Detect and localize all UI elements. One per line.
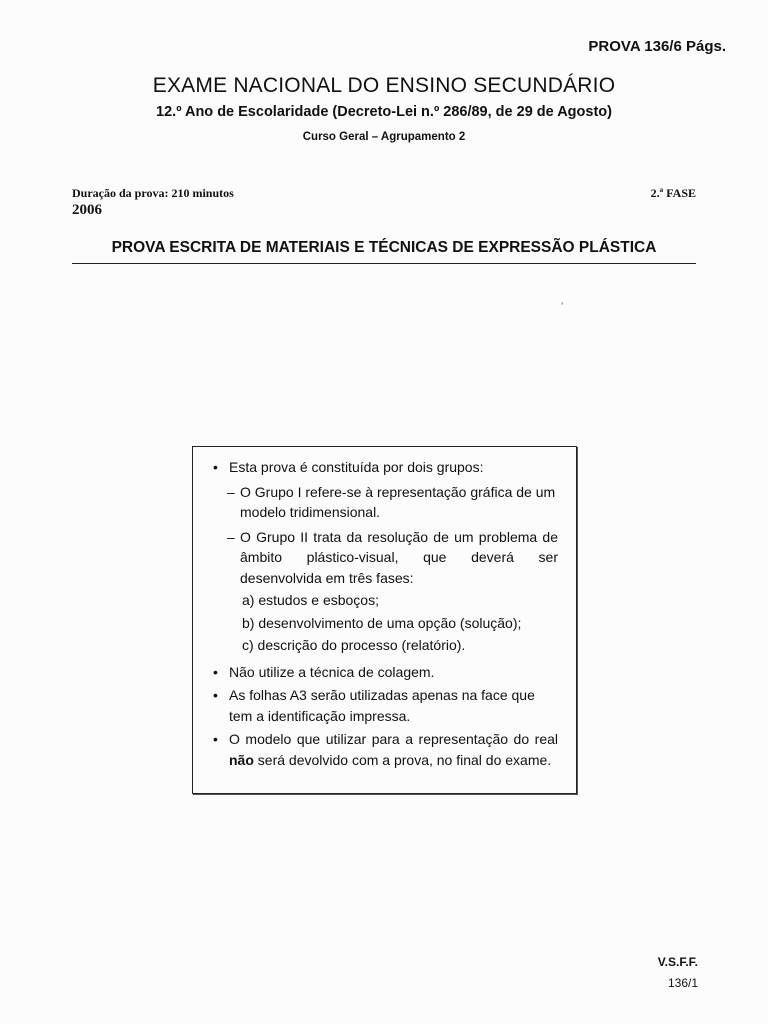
page-number: 136/1 [667,976,698,990]
phase-a: a) estudos e esboços; [242,592,379,608]
group-2-item [227,527,558,589]
exam-subject: PROVA ESCRITA DE MATERIAIS E TÉCNICAS DE EXPRESSÃO PLÁSTICA [111,239,657,256]
exam-title: EXAME NACIONAL DO ENSINO SECUNDÁRIO [152,74,616,97]
bullet-icon: • [213,459,218,475]
phase-c: c) descrição do processo (relatório). [242,637,466,653]
bullet-icon: • [213,663,218,680]
model-text-pre: O modelo que utilizar para a representação do real [229,731,558,747]
dash-icon: – [227,483,235,500]
model-text-bold: não [229,751,254,768]
group-1-item [227,482,558,523]
instruction-groups [213,457,558,478]
title-divider [72,263,696,264]
instruction-no-collage [213,662,558,683]
exam-year: 2006 [72,202,102,218]
no-collage-text: Não utilize a técnica de colagem. [229,663,435,680]
exam-duration: Duração da prova: 210 minutos [72,186,234,200]
bullet-icon: • [213,731,218,747]
a3-sheets-text: As folhas A3 serão utilizadas apenas na face que tem a identificação impressa. [229,687,535,724]
group-1-text: O Grupo I refere-se à representação gráfica de um modelo tridimensional. [240,483,556,520]
exam-subtitle: 12.º Ano de Escolaridade (Decreto-Lei n.º 286/89, de 29 de Agosto) [156,104,612,120]
exam-course: Curso Geral – Agrupamento 2 [302,131,466,143]
instruction-model [213,729,558,770]
prova-reference: PROVA 136/6 Págs. [588,38,726,55]
scan-artifact-mark: ʼ [561,302,564,313]
exam-phase: 2.ª FASE [650,186,696,200]
model-text-post: será devolvido com a prova, no final do exame. [253,751,552,768]
group-2-text: O Grupo II trata da resolução de um problema de âmbito plástico-visual, que deverá ser desenvolvida em três fases: [240,528,558,586]
phase-b: b) desenvolvimento de uma opção (solução); [242,614,522,631]
instruction-a3-sheets [213,685,558,726]
instruction-intro: Esta prova é constituída por dois grupos: [229,459,484,475]
turn-page-note: V.S.F.F. [657,955,698,969]
bullet-icon: • [213,687,218,703]
dash-icon: – [227,528,235,545]
instructions-box [192,446,577,794]
